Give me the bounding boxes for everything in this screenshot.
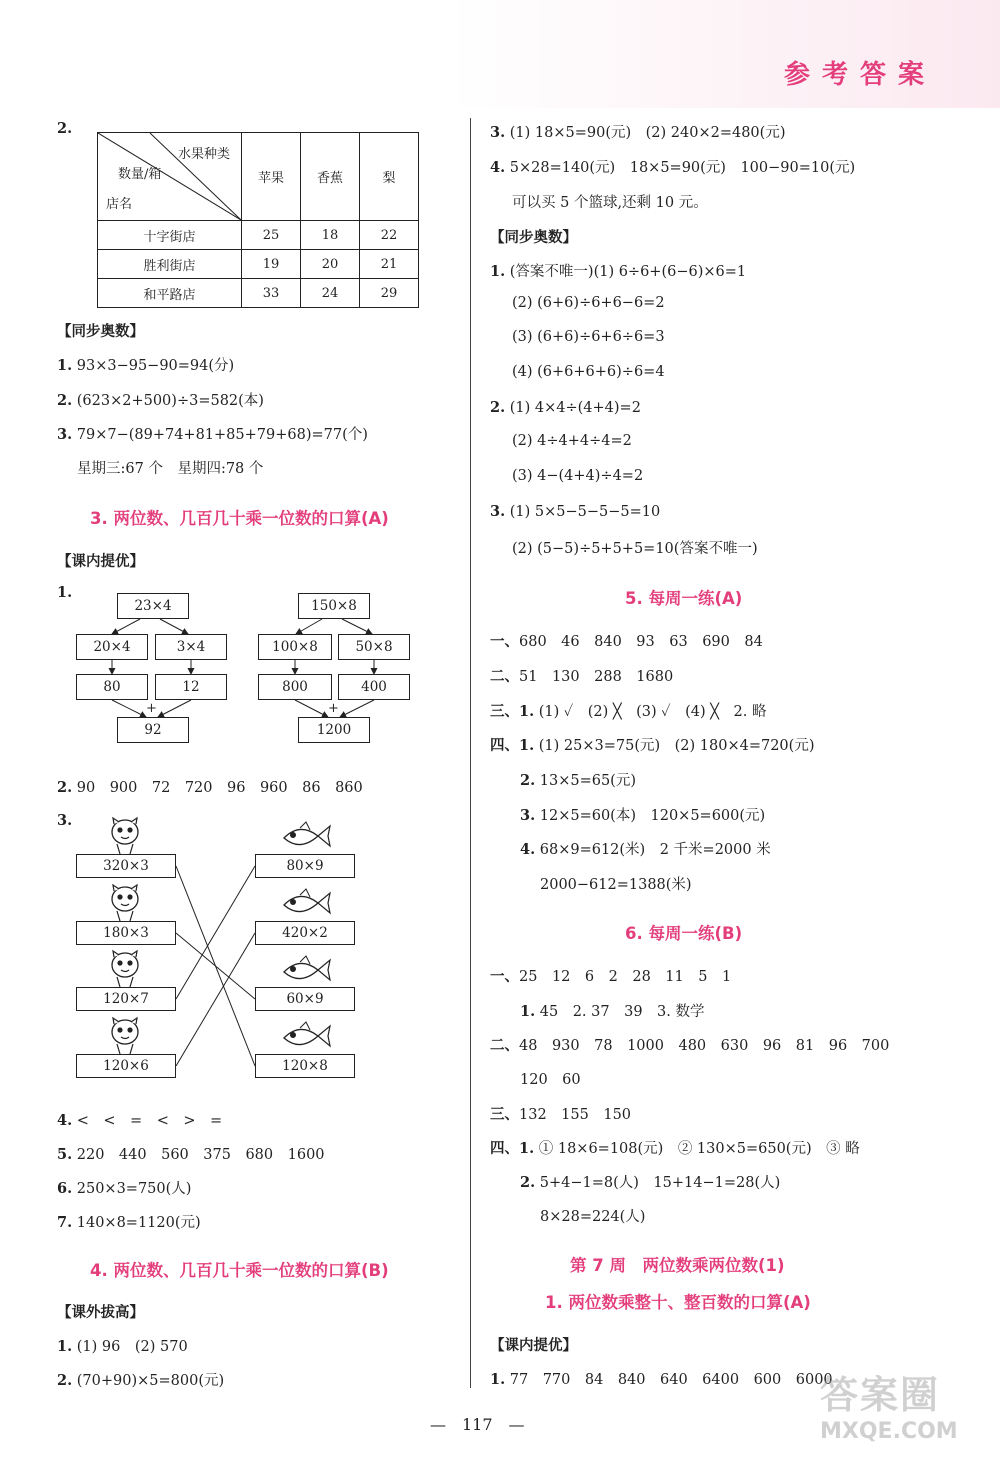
tree-node: 20×4 [76, 634, 148, 660]
answer-line [490, 156, 855, 177]
answer-number: 四、1. [490, 737, 535, 754]
section-heading: 6. 每周一练(B) [625, 924, 743, 943]
answer-continuation: 可以买 5 个篮球,还剩 10 元。 [512, 195, 708, 211]
answer-line [490, 503, 660, 520]
answer-number: 6. [57, 1180, 73, 1197]
table-cell: 25 [242, 221, 301, 250]
answer-text: (70+90)×5=800(元) [76, 1373, 225, 1389]
answer-text: 51 130 288 1680 [519, 669, 674, 685]
answer-text: 132 155 150 [519, 1107, 632, 1123]
section-heading: 5. 每周一练(A) [625, 589, 743, 608]
answer-line: (3) 4−(4+4)÷4=2 [512, 468, 644, 484]
answer-line [57, 1109, 222, 1130]
section-subheading: 1. 两位数乘整十、整百数的口算(A) [545, 1293, 811, 1312]
plus-sign: + [328, 701, 339, 716]
section-heading: 3. 两位数、几百几十乘一位数的口算(A) [90, 509, 389, 528]
section-heading: 第 7 周 两位数乘两位数(1) [570, 1256, 785, 1275]
answer-line [57, 1335, 188, 1356]
cat-icon [112, 885, 138, 921]
match-box-left: 180×3 [76, 921, 176, 945]
answer-text: (1) 5×5−5−5−5=10 [509, 504, 661, 520]
answer-line [57, 1143, 325, 1164]
table-cell-store: 胜利街店 [98, 250, 242, 279]
answer-line [490, 630, 763, 651]
section-tag: 【同步奥数】 [57, 324, 144, 340]
answer-text: 68×9=612(米) 2 千米=2000 米 [539, 842, 771, 858]
match-box-left: 120×6 [76, 1054, 176, 1078]
watermark-logo [820, 1364, 980, 1454]
answer-text: 45 2. 37 39 3. 数学 [539, 1004, 705, 1020]
answer-number: 2. [57, 779, 73, 796]
fish-icon [284, 822, 330, 846]
answer-text: (答案不唯一)(1) 6÷6+(6−6)×6=1 [509, 264, 747, 280]
answer-text: 79×7−(89+74+81+85+79+68)=77(个) [76, 427, 368, 443]
table-cell: 18 [301, 221, 360, 250]
answer-number: 5. [57, 1146, 73, 1163]
tree-node: 92 [117, 717, 189, 743]
answer-number: 4. [490, 159, 506, 176]
tree-node: 100×8 [258, 634, 332, 660]
section-heading: 4. 两位数、几百几十乘一位数的口算(B) [90, 1261, 389, 1280]
answer-text: 48 930 78 1000 480 630 96 81 96 700 [519, 1038, 890, 1054]
section-tag: 【课外拔高】 [57, 1305, 144, 1321]
answer-line [490, 965, 731, 986]
answer-line [57, 1369, 224, 1390]
answer-line [490, 1368, 833, 1389]
fish-icon [284, 889, 330, 913]
answer-text: 250×3=750(人) [76, 1181, 192, 1197]
answer-number: 2. [520, 1174, 536, 1191]
table-cell: 24 [301, 279, 360, 308]
corner-bottom-label: 店名 [106, 197, 133, 212]
answer-line: (2) (5−5)÷5+5+5=10(答案不唯一) [512, 541, 758, 557]
answer-text: (1) 4×4÷(4+4)=2 [509, 400, 641, 416]
corner-top-label: 水果种类 [178, 147, 231, 162]
answer-line [490, 260, 746, 281]
answer-line [490, 700, 766, 721]
answer-line [520, 804, 765, 825]
answer-text: 90 900 72 720 96 960 86 860 [76, 780, 363, 796]
answer-number: 3. [57, 426, 73, 443]
answer-text: 25 12 6 2 28 11 5 1 [519, 969, 732, 985]
match-box-left: 120×7 [76, 987, 176, 1011]
answer-line: (2) (6+6)÷6+6−6=2 [512, 295, 665, 311]
answer-line [520, 1171, 780, 1192]
table-cell: 19 [242, 250, 301, 279]
tree-node: 50×8 [338, 634, 410, 660]
answer-number: 2. [490, 399, 506, 416]
plus-sign: + [146, 701, 157, 716]
answer-text: < < = < > = [76, 1113, 223, 1129]
answer-line [520, 1000, 705, 1021]
answer-text: 680 46 840 93 63 690 84 [519, 634, 763, 650]
fish-icon [284, 1022, 330, 1046]
answer-line [490, 121, 785, 142]
answer-number: 1. [57, 357, 73, 374]
match-box-right: 80×9 [255, 854, 355, 878]
answer-line [490, 734, 814, 755]
answer-text: 93×3−95−90=94(分) [76, 358, 235, 374]
table-cell-store: 十字街店 [98, 221, 242, 250]
answer-line [520, 769, 636, 790]
answer-number: 2. [520, 772, 536, 789]
tree-node: 150×8 [298, 593, 370, 619]
answer-number: 3. [490, 503, 506, 520]
answer-number: 二、 [490, 668, 519, 685]
cat-icon [112, 818, 138, 854]
answer-line: 120 60 [520, 1072, 581, 1088]
cat-icon [112, 1018, 138, 1054]
table-cell: 21 [360, 250, 419, 279]
question-label: 1. [57, 584, 73, 601]
cat-icon [112, 951, 138, 987]
answer-line: (4) (6+6+6+6)÷6=4 [512, 364, 665, 380]
section-tag: 【同步奥数】 [490, 230, 577, 246]
answer-number: 2. [57, 1372, 73, 1389]
corner-mid-label: 数量/箱 [118, 167, 162, 182]
answer-text: 5+4−1=8(人) 15+14−1=28(人) [539, 1175, 781, 1191]
tree-node: 800 [258, 674, 332, 700]
table-header-cell: 梨 [360, 133, 419, 221]
table-header-cell: 苹果 [242, 133, 301, 221]
match-box-right: 420×2 [255, 921, 355, 945]
answer-text: (623×2+500)÷3=582(本) [76, 393, 264, 409]
answer-number: 2. [57, 392, 73, 409]
question-label: 3. [57, 812, 73, 829]
answer-line: (2) 4÷4+4÷4=2 [512, 433, 632, 449]
table-header-cell: 香蕉 [301, 133, 360, 221]
tree-node: 23×4 [117, 593, 189, 619]
answer-text: (1) ✓ (2) ╳ (3) ✓ (4) ╳ 2. 略 [538, 704, 767, 720]
tree-node: 400 [338, 674, 410, 700]
answer-line: (3) (6+6)÷6+6÷6=3 [512, 329, 665, 345]
answer-text: 140×8=1120(元) [76, 1215, 201, 1231]
answer-line [520, 838, 771, 859]
answer-text: (1) 25×3=75(元) (2) 180×4=720(元) [538, 738, 815, 754]
answer-text: 77 770 84 840 640 6400 600 6000 [509, 1372, 833, 1388]
page-number: — 117 — [430, 1415, 525, 1434]
match-box-right: 120×8 [255, 1054, 355, 1078]
answer-number: 4. [520, 841, 536, 858]
tree-node: 80 [76, 674, 148, 700]
match-box-right: 60×9 [255, 987, 355, 1011]
answer-number: 1. [57, 1338, 73, 1355]
table-cell: 29 [360, 279, 419, 308]
answer-continuation: 星期三:67 个 星期四:78 个 [77, 461, 264, 477]
answer-line [57, 1177, 191, 1198]
answer-text: (1) 18×5=90(元) (2) 240×2=480(元) [509, 125, 786, 141]
answer-text: 220 440 560 375 680 1600 [76, 1147, 325, 1163]
answer-number: 1. [490, 263, 506, 280]
answer-line [490, 1103, 631, 1124]
tree-node: 3×4 [155, 634, 227, 660]
tree-node: 1200 [298, 717, 370, 743]
watermark-url: MXQE.COM [820, 1419, 958, 1444]
answer-number: 4. [57, 1112, 73, 1129]
section-tag: 【课内提优】 [57, 554, 144, 570]
answer-number: 1. [520, 1003, 536, 1020]
answer-number: 1. [490, 1371, 506, 1388]
answer-line [57, 1211, 201, 1232]
answer-number: 3. [520, 807, 536, 824]
table-cell: 33 [242, 279, 301, 308]
answer-number: 三、 [490, 1106, 519, 1123]
section-tag: 【课内提优】 [490, 1338, 577, 1354]
answer-line: 2000−612=1388(米) [540, 877, 692, 893]
answer-text: 13×5=65(元) [539, 773, 636, 789]
answer-number: 四、1. [490, 1140, 535, 1157]
answer-line [490, 399, 641, 416]
answer-number: 7. [57, 1214, 73, 1231]
answer-line [490, 1034, 889, 1055]
table-cell: 20 [301, 250, 360, 279]
match-box-left: 320×3 [76, 854, 176, 878]
answer-number: 二、 [490, 1037, 519, 1054]
answer-text: ① 18×6=108(元) ② 130×5=650(元) ③ 略 [538, 1141, 860, 1157]
answer-number: 一、 [490, 633, 519, 650]
tree-node: 12 [155, 674, 227, 700]
answer-number: 一、 [490, 968, 519, 985]
table-cell: 22 [360, 221, 419, 250]
answer-line [490, 1137, 860, 1158]
page-header-title: 参考答案 [783, 60, 936, 90]
watermark-text: 答案圈 [820, 1373, 941, 1417]
answer-text: 5×28=140(元) 18×5=90(元) 100−90=10(元) [509, 160, 856, 176]
fish-icon [284, 956, 330, 980]
answer-number: 三、1. [490, 703, 535, 720]
answer-number: 3. [490, 124, 506, 141]
answer-line [490, 665, 673, 686]
item-label: 2. [57, 120, 73, 137]
table-cell-store: 和平路店 [98, 279, 242, 308]
answer-text: 12×5=60(本) 120×5=600(元) [539, 808, 766, 824]
answer-text: (1) 96 (2) 570 [76, 1339, 188, 1355]
answer-line: 8×28=224(人) [540, 1209, 646, 1225]
